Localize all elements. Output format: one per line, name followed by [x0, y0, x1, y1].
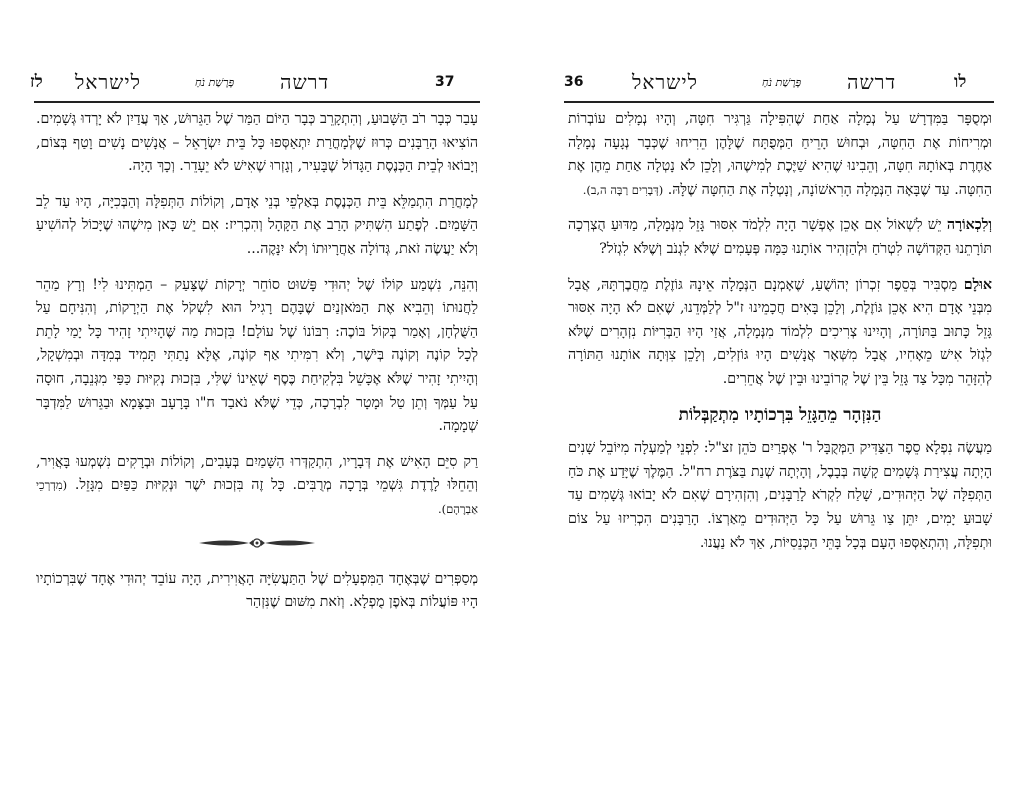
citation: (מִדְרְכֵי אַבְרָהָם). — [36, 478, 478, 516]
left-page-body — [36, 108, 478, 627]
hebrew-page-number: לו — [954, 72, 967, 92]
hebrew-page-number: לז — [30, 72, 43, 92]
paragraph — [568, 274, 992, 392]
paragraph-text: רַק סִיֵּם הָאִישׁ אֶת דְּבָרָיו, הִתְקַדְּרוּ הַשָּׁמַיִם בְּעָבִים, וְקוֹלוֹת וּבְרָקִים נִשְׁמְעוּ בָּאֲוִיר, וְהֵחֵלּוּ לָרֶדֶת גִּשְׁמֵי בְּרָכָה מְרֻבִּים. כָּל זֶה בִּזְכוּת יֹשֶׁר וּנְקִיּוּת כַּפַּיִם מִגָּזֵל. — [36, 453, 479, 494]
right-page — [512, 0, 1024, 788]
page-number: 37 — [435, 74, 455, 90]
ornament-divider — [36, 536, 478, 550]
citation: (דְּבָרִים רַבָּה ה,ב). — [582, 182, 664, 197]
header-title-end: לישראל — [75, 70, 141, 94]
paragraph — [36, 451, 478, 522]
header-rule — [34, 101, 480, 103]
paragraph — [568, 214, 992, 261]
paragraph: לְמָחֳרַת הִתְמַלֵּא בֵּית הַכְּנֶסֶת בְּאַלְפֵי בְּנֵי אָדָם, וְקוֹלוֹת הַתְּפִלָּה וְהַבְּכִיָּה, הָיוּ עַד לֵב הַשָּׁמַיִם. לְפֶתַע הִשְׁתִּיק הָרַב אֶת הַקָּהָל וְהִכְרִיז: אִם יֵשׁ כָּאן מִישֶׁהוּ שֶׁיָּכוֹל לְהוֹשִׁיעַ וְלֹא יַעֲשֶׂה זֹאת, גְּדוֹלָה אַחֲרָיוּתוֹ וְלֹא יִנָּקֶה... — [36, 193, 478, 257]
header-title-word: דרשה — [847, 70, 897, 94]
header-portion: פָּרָשַׁת נֹחַ — [762, 76, 802, 89]
right-page-header — [562, 70, 994, 98]
paragraph-lead: אוּלָם — [963, 276, 992, 293]
section-title: הַנִּזְהָר מֵהַגָּזֵל בִּרְכוֹתָיו מִתְקַבְּלוֹת — [678, 404, 882, 425]
paragraph: מְסַפְּרִים שֶׁבְּאֶחָד הַמִּפְעָלִים שֶׁל הַתַּעֲשִׂיָּה הָאֲוִירִית, הָיָה עוֹבֵד יְהוּדִי אֶחָד שֶׁבִּרְכוֹתָיו הָיוּ פּוֹעֲלוֹת בְּאֹפֶן מֻפְלָא. וְזֹאת מִשּׁוּם שֶׁנִּזְהַר — [36, 570, 478, 611]
header-title-end: לישראל — [632, 70, 698, 94]
left-page-header — [30, 70, 482, 98]
header-portion: פָּרָשַׁת נֹחַ — [195, 76, 235, 89]
header-title-word: דרשה — [280, 70, 330, 94]
paragraph: וְהִנֵּה, נִשְׁמַע קוֹלוֹ שֶׁל יְהוּדִי פָּשׁוּט סוֹחֵר יְרָקוֹת שֶׁצָּעַק – הַמְתִּינוּ לִי! וְרָץ מַהֵר לַחֲנוּתוֹ וְהֵבִיא אֶת הַמֹּאזְנַיִם שֶׁבָּהֶם רָגִיל הוּא לִשְׁקֹל אֶת הַיְרָקוֹת, וְהִנִּיחָם עַל הַשֻּׁלְחָן, וְאָמַר בְּקוֹל בּוֹכֶה: רִבּוֹנוֹ שֶׁל עוֹלָם! בִּזְכוּת מַה שֶּׁהָיִיתִי זָהִיר כָּל יָמַי לָתֵת לְכָל קוֹנֶה וְקוֹנֶה בְּיֹשֶׁר, וְלֹא רִמִּיתִי אַף קוֹנֶה, אֶלָּא נָתַתִּי תָּמִיד בְּמִדָּה וּבְמִשְׁקָל, וְהָיִיתִי זָהִיר שֶׁלֹּא אֶכָּשֵׁל בִּלְקִיחַת כֶּסֶף שֶׁאֵינוֹ שֶׁלִּי, בִּזְכוּת נְקִיּוּת כַּפַּי מִגְּנֵבָה, חוּסָה עַל עַמְּךָ וְתֵן טַל וּמָטָר לִבְרָכָה, כְּדֵי שֶׁלֹּא נֹאבַד ח"ו בָּרָעָב וּבַצָּמָא וּבַגֵּרוּשׁ לַמִּדְבָּר שְׁמָמָה. — [36, 276, 479, 435]
paragraph — [568, 108, 992, 202]
paragraph-text: וּמְסֻפָּר בַּמִּדְרָשׁ עַל נְמָלָה אַחַת שֶׁהִפִּילָה גַּרְגִּיר חִטָּה, וְהָיוּ נְמָלִים עוֹבְרוֹת וּמְרִיחוֹת אֶת הַחִטָּה, וּבְחוּשׁ הָרֵיחַ הַמְּפֻתָּח שֶׁלָּהֶן הֵרִיחוּ שֶׁכְּבָר נְגָעָה נְמָלָה אַחֶרֶת בְּאוֹתָהּ חִטָּה, וְהֵבִינוּ שֶׁהִיא שַׁיֶּכֶת לְמִישֶׁהוּ, וְלָכֵן לֹא נָטְלָה אַחַת מֵהֶן אֶת הַחִטָּה. עַד שֶׁבָּאָה הַנְּמָלָה הָרִאשׁוֹנָה, וְנָטְלָה אֶת הַחִטָּה שֶׁלָּהּ. — [568, 111, 992, 198]
right-page-body — [568, 108, 992, 567]
paragraph-lead: וְלִכְאוֹרָה — [946, 217, 992, 234]
paragraph-text: מַסְבִּיר בְּסֵפֶר זִכְרוֹן יְהוֹשֻׁעַ, שֶׁאָמְנָם הַנְּמָלָה אֵינָהּ גּוֹזֶלֶת מֵחֲבֶרְתָּהּ, אֲבָל מִבְּנֵי אָדָם הִיא אָכֵן גּוֹזֶלֶת, וְלָכֵן בָּאִים חֲכָמֵינוּ ז"ל לְלַמְּדֵנוּ, שֶׁאִם לֹא הָיָה אִסּוּר גָּזֵל כָּתוּב בַּתּוֹרָה, וְהָיִינוּ צְרִיכִים לִלְמוֹד מִנְּמָלָה, אֲזַי הָיוּ הַבְּרִיּוֹת נִזְהָרִים שֶׁלֹּא לִגְזֹל אִישׁ מֵאָחִיו, אֲבָל מִשְּׁאָר אֲנָשִׁים הָיוּ גּוֹזְלִים, וְלָכֵן צִוְּתָה אוֹתָנוּ הַתּוֹרָה לְהִזָּהֵר מִכָּל צַד גָּזֵל בֵּין שֶׁל קְרוֹבֵינוּ וּבֵין שֶׁל אֲחֵרִים. — [568, 276, 992, 387]
paragraph-text: יֵשׁ לִשְׁאוֹל אִם אָכֵן אֶפְשָׁר הָיָה לִלְמֹד אִסּוּר גָּזֵל מִנְּמָלָה, מַדּוּעַ הֻצְרְכָה תּוֹרָתֵנוּ הַקְּדוֹשָׁה לִטְרֹחַ וּלְהַזְהִיר אוֹתָנוּ כַּמָּה פְּעָמִים שֶׁלֹּא לִגְנֹב וְשֶׁלֹּא לִגְזֹל? — [568, 217, 992, 257]
ornament-icon — [197, 536, 317, 550]
page-number: 36 — [564, 74, 584, 90]
paragraph: עָבַר כְּבָר רֹב הַשָּׁבוּעַ, וְהִתְקָרֵב כְּבָר הַיּוֹם הַמַּר שֶׁל הַגֵּרוּשׁ, אַךְ עֲדַיִן לֹא יָרְדוּ גְּשָׁמִים. הוֹצִיאוּ הָרַבָּנִים כְּרוּז שֶׁלְּמָחֳרַת יִתְאַסְּפוּ כָּל בֵּית יִשְׂרָאֵל – אֲנָשִׁים נָשִׁים וָטַף בְּצוֹם, וְיָבוֹאוּ לְבֵית הַכְּנֶסֶת הַגָּדוֹל שֶׁבָּעִיר, וְגָזְרוּ שֶׁאִישׁ לֹא יֵעָדֵר. וְכָךְ הָיָה. — [36, 111, 478, 175]
paragraph: מַעֲשֶׂה נִפְלָא סֵפֶר הַצַּדִּיק הַמְּקֻבָּל ר' אֶפְרַיִם כֹּהֵן זצ"ל: לִפְנֵי לְמַעְלָה מִיּוֹבֵל שָׁנִים הָיְתָה עֲצִירַת גְּשָׁמִים קָשָׁה בְּבָבֶל, וְהָיְתָה שְׁנַת בַּצֹּרֶת רח"ל. הַמֶּלֶךְ שֶׁיָּדַע אֶת כֹּחַ הַתְּפִלָּה שֶׁל הַיְּהוּדִים, שָׁלַח לִקְרֹא לָרַבָּנִים, וְהִזְהִירָם שֶׁאִם לֹא יָבוֹאוּ גְּשָׁמִים עַד שָׁבוּעַ יָמִים, יִתֵּן צַו גֵּרוּשׁ עַל כָּל הַיְּהוּדִים מֵאַרְצוֹ. הָרַבָּנִים הִכְרִיזוּ עַל צוֹם וּתְפִלָּה, וְהִתְאַסְּפוּ הָעָם בְּכָל בָּתֵּי הַכְּנֵסִיּוֹת, אַךְ לֹא נַעֲנוּ. — [568, 440, 992, 551]
header-rule — [564, 101, 994, 103]
